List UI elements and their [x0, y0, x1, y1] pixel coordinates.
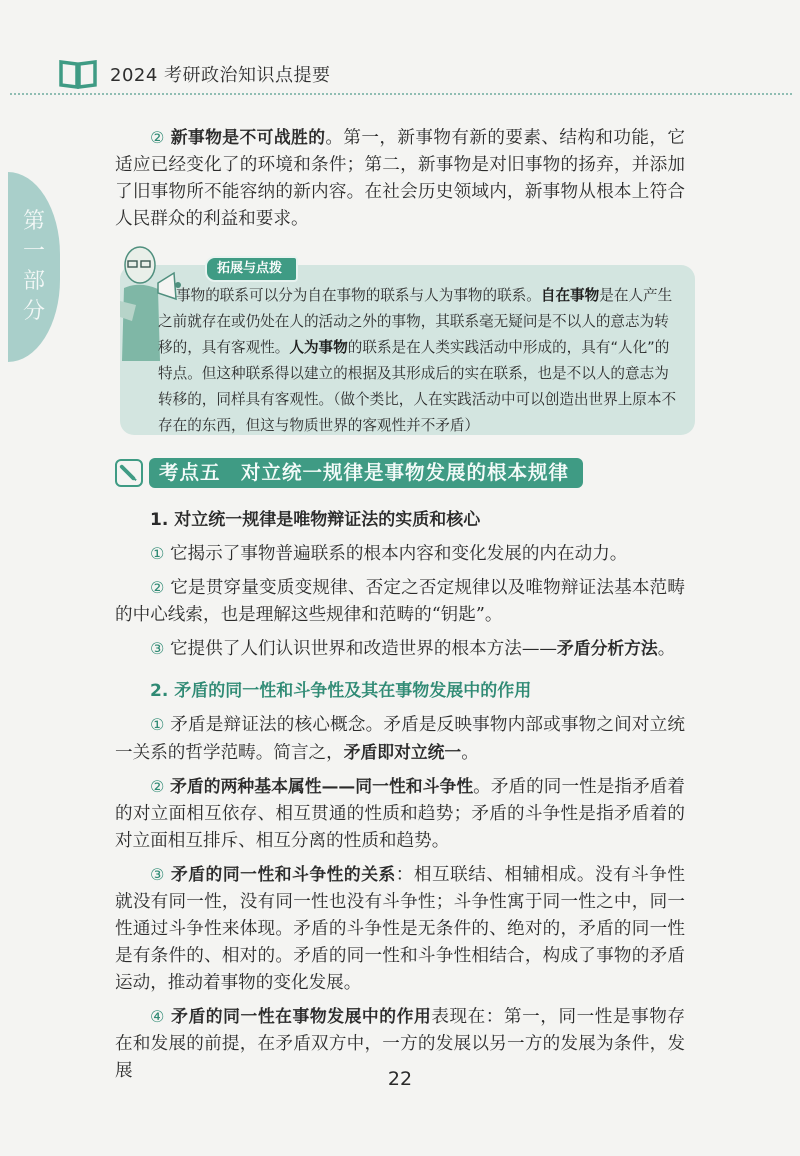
- item-text: 。: [461, 743, 479, 763]
- list-item: [115, 861, 685, 997]
- subsection-heading: 2. 矛盾的同一性和斗争性及其在事物发展中的作用: [150, 681, 532, 701]
- bold-term: 矛盾的同一性在事物发展中的作用: [171, 1006, 432, 1026]
- paragraph: [115, 124, 685, 233]
- section-heading: [115, 458, 583, 488]
- item-number: ③: [150, 865, 165, 884]
- item-text: 。矛盾的同一性是指矛盾着的对立面相互依存、相互贯通的性质和趋势；矛盾的斗争性是指矛盾着的对立面相互排斥、相互分离的性质和趋势。: [115, 777, 685, 851]
- page-number: 22: [387, 1068, 413, 1090]
- list-item: [115, 635, 685, 663]
- item-number: ③: [150, 639, 165, 658]
- bold-term: 矛盾即对立统一: [343, 742, 462, 762]
- item-text: ：相互联结、相辅相成。没有斗争性就没有同一性，没有同一性也没有斗争性；斗争性寓于同一性之中，同一性通过斗争性来体现。矛盾的斗争性是无条件的、绝对的，矛盾的同一性是有条件的、相对的。矛盾的同一性和斗争性相结合，构成了事物的矛盾运动，推动着事物的变化发展。: [115, 865, 685, 993]
- item-number: ②: [150, 128, 165, 147]
- item-text: 表现在：第一，同一性是事物存在和发展的前提，在矛盾双方中，一方的发展以另一方的发展为条件，发展: [115, 1007, 686, 1081]
- tip-text-segment: 是在人产生之前就存在或仍处在人的活动之外的事物，其联系毫无疑问是不以人的意志为转移的，具有客观性。: [158, 287, 673, 356]
- subsection-2: [115, 678, 685, 1085]
- item-number: ②: [150, 777, 165, 796]
- running-header: [58, 56, 331, 92]
- item-number: ①: [150, 715, 165, 734]
- tip-box-label: 拓展与点拨: [205, 256, 298, 282]
- item-text: 它揭示了事物普遍联系的根本内容和变化发展的内在动力。: [169, 544, 628, 564]
- side-tab-char: 第: [22, 209, 45, 234]
- intro-paragraph: [115, 124, 685, 233]
- bold-term: 新事物是不可战胜的: [170, 127, 326, 147]
- tip-text-segment: 的联系是在人类实践活动中形成的，具有“人化”的特点。但这种联系得以建立的根据及其形成后的实在联系，也是不以人的意志为转移的，同样具有客观性。（做个类比，人在实践活动中可以创造出世界上原本不存在的东西，但这与物质世界的客观性并不矛盾）: [158, 339, 677, 434]
- book-title: 2024 考研政治知识点提要: [110, 65, 331, 86]
- item-text: 矛盾是辩证法的核心概念。矛盾是反映事物内部或事物之间对立统一关系的哲学范畴。简言之，: [115, 715, 686, 763]
- part-one-side-tab: [8, 172, 60, 362]
- bold-term: 矛盾分析方法: [557, 638, 658, 658]
- bold-term: 矛盾的两种基本属性——同一性和斗争性: [170, 776, 474, 796]
- item-number: ①: [150, 544, 165, 563]
- open-book-icon: [58, 59, 98, 89]
- subsection-heading: 1. 对立统一规律是唯物辩证法的实质和核心: [150, 510, 481, 530]
- subsection-1: [115, 507, 685, 663]
- section-title: 考点五 对立统一规律是事物发展的根本规律: [149, 458, 583, 488]
- list-item: [115, 574, 685, 629]
- bold-term: 矛盾的同一性和斗争性的关系: [170, 864, 396, 884]
- pencil-icon: [115, 459, 143, 487]
- item-number: ④: [150, 1007, 165, 1026]
- tip-text-segment: 事物的联系可以分为自在事物的联系与人为事物的联系。: [176, 287, 541, 304]
- side-tab-char: 部: [22, 269, 45, 294]
- item-text: 它是贯穿量变质变规律、否定之否定规律以及唯物辩证法基本范畴的中心线索，也是理解这些规律和范畴的“钥匙”。: [115, 578, 686, 625]
- list-item: [115, 773, 685, 855]
- bold-term: 自在事物: [540, 287, 600, 304]
- side-tab-char: 分: [22, 299, 45, 324]
- header-dotted-divider: [10, 93, 792, 95]
- tip-box-text: [158, 283, 683, 439]
- item-text: 它提供了人们认识世界和改造世界的根本方法——: [169, 639, 558, 659]
- list-item: [115, 540, 685, 568]
- item-number: ②: [150, 578, 165, 597]
- bold-term: 人为事物: [289, 339, 348, 356]
- side-tab-char: 一: [22, 239, 45, 264]
- paragraph-text: 。第一，新事物有新的要素、结构和功能，它适应已经变化了的环境和条件；第二，新事物是对旧事物的扬弃，并添加了旧事物所不能容纳的新内容。在社会历史领域内，新事物从根本上符合人民群众的利益和要求。: [115, 128, 685, 229]
- item-text: 。: [657, 639, 676, 659]
- list-item: [115, 711, 685, 767]
